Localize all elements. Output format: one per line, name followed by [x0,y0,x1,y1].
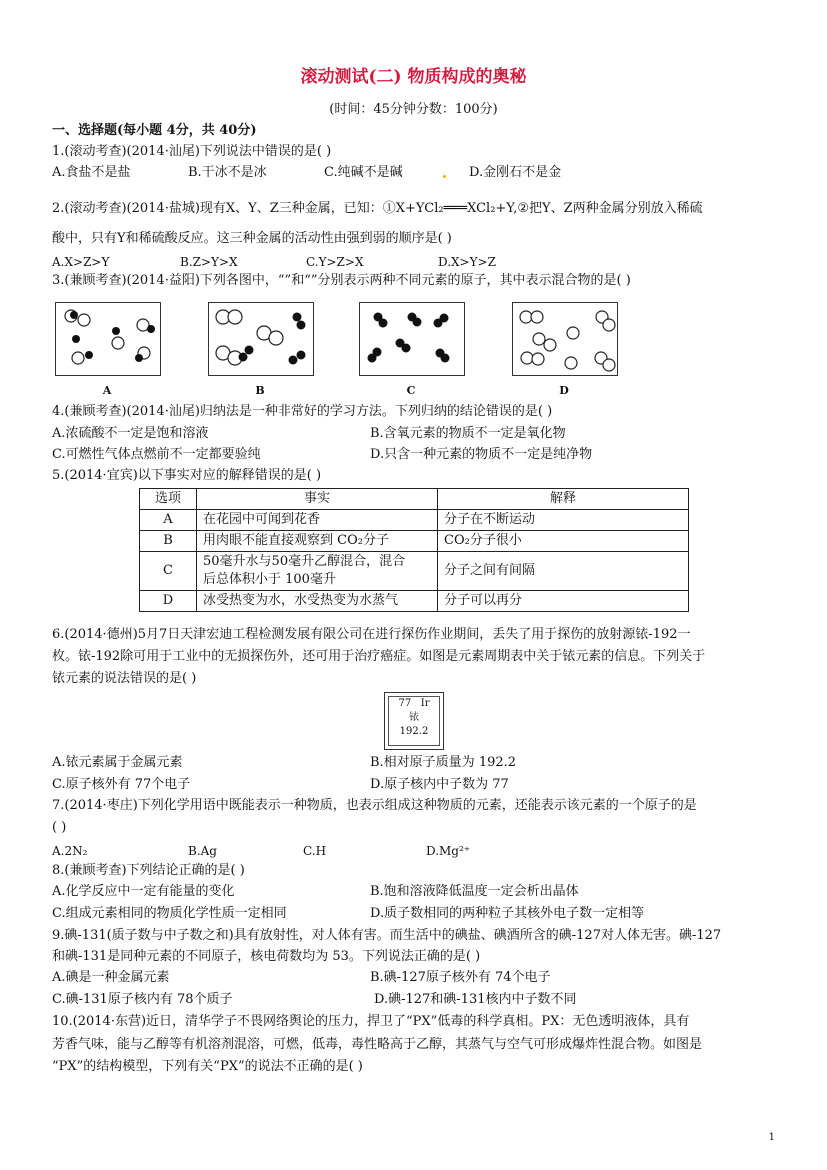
q6-option-a: A.铱元素属于金属元素 [52,755,183,770]
q7-option-d: D.Mg²⁺ [426,844,471,858]
particle-box-d [512,302,618,376]
table-cell: A [140,510,197,531]
q2-option-b: B.Z>Y>X [180,255,238,269]
q7-option-a: A.2N₂ [52,844,88,858]
q7-option-b: B.Ag [188,844,217,858]
table-cell: 在花园中可闻到花香 [197,510,438,531]
table-row [140,510,689,531]
q7-line2: ( ) [52,820,67,835]
q2-option-c: C.Y>Z>X [306,255,364,269]
table-header: 选项 [140,489,197,510]
q9-line1: 9.碘-131(质子数与中子数之和)具有放射性，对人体有害。而生活中的碘盐、碘酒所含的碘-127对人体无害。碘-127 [52,928,722,943]
time-score: (时间：45分钟分数：100分) [329,102,498,117]
q9-option-c: C.碘-131原子核内有 78个质子 [52,992,233,1007]
q6-line2: 枚。铱-192除可用于工业中的无损探伤外，还可用于治疗癌症。如图是元素周期表中关于铱元素的信息。下列关于 [52,649,706,664]
element-name: 铱 [409,712,419,723]
table-header-row [140,489,689,510]
q4-option-b: B.含氧元素的物质不一定是氧化物 [370,426,566,441]
page-number: 1 [768,1132,775,1143]
box-label-b: B [255,384,265,397]
q8-option-b: B.饱和溶液降低温度一定会析出晶体 [370,884,579,899]
table-cell-line: 后总体积小于 100毫升 [203,572,336,587]
q8-option-c: C.组成元素相同的物质化学性质一定相同 [52,906,287,921]
q5-stem: 5.(2014·宜宾)以下事实对应的解释错误的是( ) [52,468,322,483]
q2-option-a: A.X>Z>Y [52,255,110,269]
q8-option-a: A.化学反应中一定有能量的变化 [52,884,235,899]
table-header: 事实 [197,489,438,510]
q2-line1: 2.(滚动考查)(2014·盐城)现有X、Y、Z三种金属，已知：①X+YCl₂═══XCl₂+Y,②把Y、Z两种金属分别放入稀硫 [52,201,703,216]
particle-box-b [208,302,314,376]
q10-line2: 芳香气味，能与乙醇等有机溶剂混溶，可燃，低毒，毒性略高于乙醇，其蒸气与空气可形成爆炸性混合物。如图是 [52,1037,703,1052]
q9-option-a: A.碘是一种金属元素 [52,970,170,985]
table-cell-line: 50毫升水与50毫升乙醇混合，混合 [203,554,406,569]
q4-option-a: A.浓硫酸不一定是饱和溶液 [52,426,209,441]
q7-line1: 7.(2014·枣庄)下列化学用语中既能表示一种物质，也表示组成这种物质的元素，还能表示该元素的一个原子的是 [52,798,697,813]
q9-option-b: B.碘-127原子核外有 74个电子 [370,970,551,985]
table-row [140,591,689,612]
box-label-d: D [559,384,569,397]
atomic-mass: 192.2 [399,726,429,737]
q10-line1: 10.(2014·东营)近日，清华学子不畏网络舆论的压力，捍卫了“PX”低毒的科学真相。PX：无色透明液体，具有 [52,1014,690,1029]
stray-dot [443,175,446,178]
table-row [140,552,689,591]
q1-option-a: A.食盐不是盐 [52,165,131,180]
table-cell: 分子可以再分 [438,591,689,612]
q7-option-c: C.H [303,844,327,858]
table-cell: 分子在不断运动 [438,510,689,531]
q9-line2: 和碘-131是同种元素的不同原子，核电荷数均为 53。下列说法正确的是( ) [52,949,481,964]
table-cell: B [140,531,197,552]
q6-option-c: C.原子核外有 77个电子 [52,777,191,792]
q5-table [139,488,689,612]
q10-line3: “PX”的结构模型，下列有关“PX”的说法不正确的是( ) [52,1059,363,1074]
q3-stem: 3.(兼顾考查)(2014·益阳)下列各图中，“”和“”分别表示两种不同元素的原子，其中表示混合物的是( ) [52,273,631,288]
element-cell-iridium [384,692,444,750]
q6-line3: 铱元素的说法错误的是( ) [52,671,197,686]
table-cell: 用肉眼不能直接观察到 CO₂分子 [197,531,438,552]
q9-option-d: D.碘-127和碘-131核内中子数不同 [374,992,577,1007]
q1-option-c: C.纯碱不是碱 [324,165,403,180]
table-cell: CO₂分子很小 [438,531,689,552]
element-symbol: Ir [420,698,430,709]
particle-box-a [55,302,161,376]
q1-stem: 1.(滚动考查)(2014·汕尾)下列说法中错误的是( ) [52,144,332,159]
table-cell: C [140,552,197,591]
box-label-c: C [406,384,416,397]
table-row [140,531,689,552]
q1-option-b: B.干冰不是冰 [188,165,267,180]
table-cell: 分子之间有间隔 [438,552,689,591]
table-header: 解释 [438,489,689,510]
q8-option-d: D.质子数相同的两种粒子其核外电子数一定相等 [370,906,645,921]
table-cell: 冰受热变为水，水受热变为水蒸气 [197,591,438,612]
q6-line1: 6.(2014·德州)5月7日天津宏迪工程检测发展有限公司在进行探伤作业期间，丢失了用于探伤的放射源铱-192一 [52,627,691,642]
q4-option-d: D.只含一种元素的物质不一定是纯净物 [370,447,593,462]
particle-box-c [359,302,465,376]
q4-stem: 4.(兼顾考查)(2014·汕尾)归纳法是一种非常好的学习方法。下列归纳的结论错误的是( ) [52,404,553,419]
table-cell: D [140,591,197,612]
atomic-number: 77 [398,698,412,709]
q2-line2: 酸中，只有Y和稀硫酸反应。这三种金属的活动性由强到弱的顺序是( ) [52,231,452,246]
q6-option-b: B.相对原子质量为 192.2 [370,755,517,770]
box-label-a: A [102,384,112,397]
q4-option-c: C.可燃性气体点燃前不一定都要验纯 [52,447,261,462]
q1-option-d: D.金刚石不是金 [469,165,562,180]
q6-option-d: D.原子核内中子数为 77 [370,777,509,792]
q8-stem: 8.(兼顾考查)下列结论正确的是( ) [52,863,245,878]
page-title: 滚动测试(二) 物质构成的奥秘 [300,67,527,87]
table-cell [197,552,438,591]
q2-option-d: D.X>Y>Z [438,255,496,269]
section-heading: 一、选择题(每小题 4分，共 40分) [52,123,257,138]
